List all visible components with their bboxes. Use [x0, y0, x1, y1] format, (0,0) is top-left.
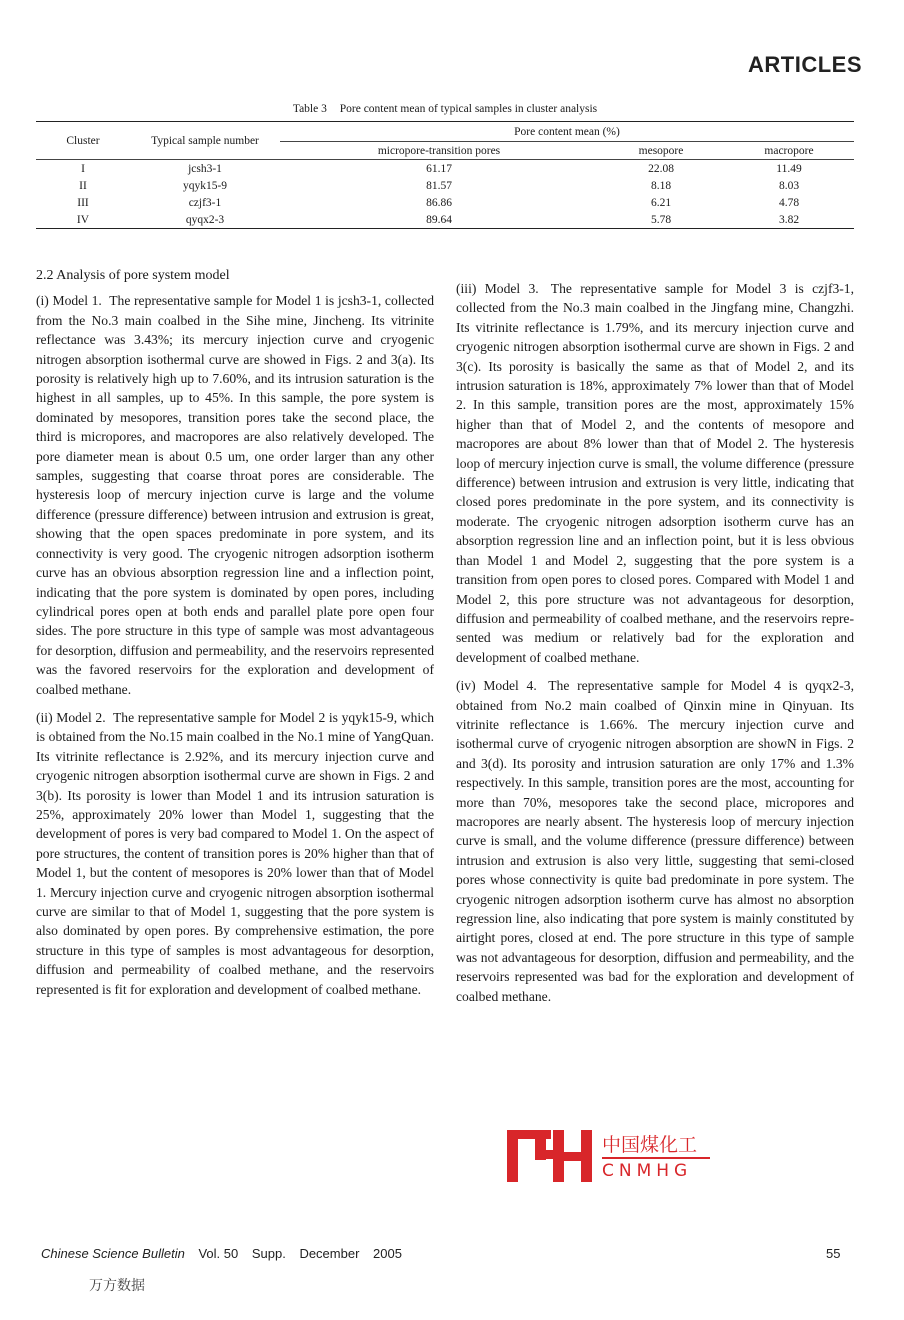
cell-meso: 8.18: [650, 179, 672, 192]
model-3-lead: (iii) Model 3.: [456, 281, 539, 296]
table-number: Table 3: [292, 103, 327, 115]
table-caption: [36, 103, 854, 115]
cell-macro: 11.49: [776, 162, 802, 175]
cell-micro: 61.17: [426, 162, 452, 175]
source-mark: 万方数据: [89, 1278, 145, 1294]
cell-macro: 8.03: [778, 179, 800, 192]
watermark-english-text: CNMHG: [602, 1161, 693, 1181]
cell-sample: jcsh3-1: [188, 162, 222, 175]
journal-volume: Vol. 50: [198, 1246, 239, 1261]
model-3-text: The representative sample for Model 3 is czjf3-1, collected from the No.3 main coalbed in the Jingfang mine, Changzhi. Its vitrinite reflectance is 1.79%, and its mercury injection curve and cryogenic nitrogen absorption isothermal curve are shown in Figs. 2 and 3(c). Its porosity is basically the same as that of Model 2, and its intrusion saturation is 18%, approximately 7% lower than that of Model 2. In this sample, transition pores are the most, approximately 15% higher than that of Model 2, and the contents of mesopore and macropores are about 8% lower than that of Model 2. The hysteresis loop of mercury injection curve is small, the volume difference (pressure difference) between intrusion and extrusion is very little, indicating that closed pores predominate in the pore system, and its connectivity is moderate. The cryogenic nitrogen adsorption isotherm curve has an absorption regression line and an inflection point, but it is less obvious than Model 1 and Model 2, suggesting that the pore system is a transition from open pores to closed pores. Compared with Model 1 and Model 2, this pore structure was not advantageous for desorption, diffusion and permeability of coalbed methane, and the reservoirs represented was medium or relatively bad for the exploration and development of coalbed methane.: [456, 281, 854, 665]
model-4-text: The representative sample for Model 4 is qyqx2-3, obtained from No.2 main coalbed of Qinxin mine in Qinyuan. Its vitrinite reflectance is 1.66%. The mercury injection curve and isothermal curve of cryogenic nitrogen absorption are showN in Figs. 2 and 3(d). Its porosity and intrusion saturation are only 17% and 1.3% respectively. In this sample, transition pores are the most, accounting for more than 70%, mesopores take the second place, micropores and macropores are nearly absent. The hysteresis loop of mercury injection curve is small, and the volume difference (pressure difference) between intrusion and extrusion is also very little, suggesting that semi-closed pores whose connectivity is quite bad predominate in pore system. The cryogenic nitrogen adsorption isotherm curve has almost no absorption regression line, also indicating that pore system is mainly constituted by airtight pores, closed at end. The pore structure in this type of sample was not advantageous for desorption, diffusion and permeability, and the reservoirs represented was bad for the exploration and development of coalbed methane.: [456, 678, 854, 1004]
mh-logo-icon: [505, 1128, 595, 1184]
cell-cluster: IV: [36, 211, 130, 229]
right-column: [456, 279, 854, 1015]
table-row: [36, 177, 854, 194]
cell-cluster: I: [81, 162, 85, 175]
journal-name: Chinese Science Bulletin: [41, 1246, 185, 1261]
cell-micro: 89.64: [280, 211, 598, 229]
model-1-lead: (i) Model 1.: [36, 293, 102, 309]
cell-meso: 6.21: [650, 196, 672, 209]
header-micropore: micropore-transition pores: [280, 142, 598, 160]
cell-micro: 86.86: [426, 196, 452, 209]
header-cluster: Cluster: [36, 122, 130, 160]
header-macropore: macropore: [724, 142, 854, 160]
model-1-paragraph: [36, 291, 434, 699]
model-2-paragraph: [36, 708, 434, 999]
section-tag: ARTICLES: [748, 52, 862, 77]
journal-year: 2005: [373, 1246, 402, 1261]
journal-month: December: [299, 1246, 360, 1261]
cell-micro: 81.57: [426, 179, 452, 192]
cell-sample: czjf3-1: [188, 196, 222, 209]
table-row: [36, 160, 854, 178]
pore-content-table: [36, 121, 854, 229]
table-row: [36, 211, 854, 229]
footer-citation: [41, 1246, 402, 1261]
watermark-chinese-text: 中国煤化工: [602, 1130, 699, 1157]
model-2-lead: (ii) Model 2.: [36, 709, 106, 725]
table-row: [36, 194, 854, 211]
journal-issue: Supp.: [251, 1246, 286, 1261]
header-pore-content-group: Pore content mean (%): [280, 122, 854, 142]
cell-sample: yqyk15-9: [182, 179, 228, 192]
cell-macro: 4.78: [778, 196, 800, 209]
page-number: 55: [826, 1246, 841, 1261]
table-caption-text: Pore content mean of typical samples in cluster analysis: [339, 103, 598, 115]
section-heading: 2.2 Analysis of pore system model: [36, 268, 230, 283]
cell-meso: 5.78: [598, 211, 724, 229]
header-sample: Typical sample number: [130, 122, 280, 160]
model-1-text: The representative sample for Model 1 is jcsh3-1, collected from the No.3 main coalbed in the Sihe mine, Jincheng. Its vitrinite reflectance was 3.43%; its mercury injection curve and cryogenic nitrogen absorption isothermal curve are showed in Figs. 2 and 3(a). Its porosity is relatively high up to 7.60%, and its intrusion saturation is the highest in all samples, up to 45%. In this sample, the pore system is dominated by mesopores, transition pores take the second place, the third is micropores, and macropores are also relatively developed. The pore diameter mean is about 0.5 um, one order larger than any other samples, suggesting that coarse throat pores are considerable. The hysteresis loop of mercury injection curve is large and the volume difference (pressure difference) between intrusion and extrusion is great, showing that the open spaces predominate in pore system, and its connectivity is very good. The cryogenic nitrogen adsorption isotherm curve has an obvious absorption regression line and a inflection point, indicating that the pore system is dominated by open pores, including cylindrical pores open at both ends and parallel plate pore open four sides. The pore structure in this type of sample was most advantageous for desorption, diffusion and permeability, and the reservoirs represented was the favored reservoirs for the exploration and development of coalbed methane.: [36, 293, 434, 697]
cnmhg-watermark: [505, 1128, 860, 1184]
cell-cluster: II: [79, 179, 87, 192]
cell-meso: 22.08: [648, 162, 674, 175]
cell-sample: qyqx2-3: [130, 211, 280, 229]
model-4-paragraph: [456, 676, 854, 1006]
model-4-lead: (iv) Model 4.: [456, 678, 537, 694]
model-2-text: The representative sample for Model 2 is yqyk15-9, which is obtained from the No.15 main coalbed in the No.1 mine of YangQuan. Its vitrinite reflectance is 2.92%, and its mercury injection curve and cryogenic nitrogen absorption isothermal curve are shown in Figs. 2 and 3(b). Its porosity is lower than Model 1 and its intrusion saturation is 25%, approximately 20% lower than Model 1, suggesting that the development of pores is very bad compared to Model 1. On the aspect of pore structures, the content of transition pores is 20% higher than that of Model 1, but the content of mesopores is 20% lower than that of Model 1. Mercury injection curve and cryogenic nitrogen absorption isothermal curve are similar to that of Model 1, suggesting that the pore system is also dominated by open pores. By comprehensive estimation, the pore structure in this type of samples is most advantageous for desorption, diffusion and permeability of coalbed methane, and the reservoirs represented is fit for exploration and development of coalbed methane.: [36, 709, 434, 997]
cell-cluster: III: [77, 196, 89, 209]
cell-macro: 3.82: [724, 211, 854, 229]
left-column: [36, 266, 434, 1008]
model-3-paragraph: [456, 279, 854, 667]
header-mesopore: mesopore: [598, 142, 724, 160]
watermark-underline: [602, 1157, 710, 1159]
